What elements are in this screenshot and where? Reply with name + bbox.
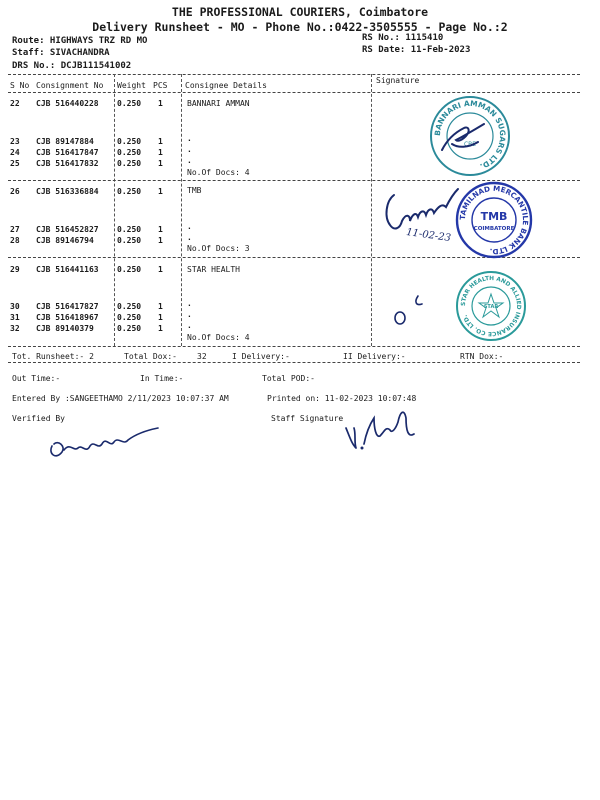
row-consignment-no: CJB 516440228: [36, 99, 99, 108]
stamp-inner-text: CBE: [463, 141, 477, 148]
row-pcs: 1: [158, 313, 163, 322]
tmb-handwritten-date: 11-02-23: [405, 226, 452, 245]
stamp-text: BANNARI AMMAN SUGARS LTD.: [432, 98, 508, 172]
row-weight: 0.250: [117, 313, 142, 322]
row-consignment-no: CJB 89140379: [36, 324, 94, 333]
verified-by: Verified By: [12, 414, 65, 423]
consignee-name: TMB: [187, 186, 202, 195]
row-weight: 0.250: [117, 265, 142, 274]
stamp-text: TAMILNAD MERCANTILE BANK LTD.: [457, 183, 531, 257]
verifier-signature: [44, 422, 160, 466]
row-sno: 32: [10, 324, 20, 333]
col-header-sno: S No: [10, 81, 30, 90]
rs-date: RS Date: 11-Feb-2023: [362, 45, 471, 55]
rtn-dox: RTN Dox:-: [460, 352, 504, 361]
total-dox-value: 32: [197, 352, 207, 361]
header-bottom-rule: [8, 92, 580, 93]
rs-number: RS No.: 1115410: [362, 33, 444, 43]
row-sno: 27: [10, 225, 20, 234]
row-consignment-no: CJB 516417847: [36, 148, 99, 157]
ii-delivery: II Delivery:-: [343, 352, 406, 361]
row-pcs: 1: [158, 236, 163, 245]
row-weight: 0.250: [117, 148, 142, 157]
drs-number: DRS No.: DCJB111541002: [12, 61, 132, 71]
staff-signature-label: Staff Signature: [271, 414, 344, 423]
row-weight: 0.250: [117, 324, 142, 333]
row-sno: 23: [10, 137, 20, 146]
out-time: Out Time:-: [12, 374, 61, 383]
row-weight: 0.250: [117, 302, 142, 311]
row-weight: 0.250: [117, 225, 142, 234]
consignee-name: BANNARI AMMAN: [187, 99, 250, 108]
row-pcs: 1: [158, 99, 163, 108]
row-consignment-no: CJB 516417827: [36, 302, 99, 311]
row-sno: 24: [10, 148, 20, 157]
col-header-consignment: Consignment No: [36, 81, 104, 90]
row-pcs: 1: [158, 302, 163, 311]
total-dox-label: Total Dox:-: [124, 352, 177, 361]
row-mark: .: [187, 156, 192, 165]
table-top-rule: [8, 74, 580, 75]
col-header-weight: Weight: [117, 81, 146, 90]
runsheet-title: Delivery Runsheet - MO - Phone No.:0422-3505555 - Page No.:2: [92, 20, 508, 34]
totals-rule: [8, 362, 580, 363]
staff-signature: [340, 404, 420, 454]
total-pod: Total POD:-: [262, 374, 315, 383]
column-divider-weight: [114, 74, 115, 346]
row-sno: 29: [10, 265, 20, 274]
star-health-signature: [390, 292, 434, 328]
row-mark: .: [187, 134, 192, 143]
consignee-name: STAR HEALTH: [187, 265, 240, 274]
row-mark: .: [187, 299, 192, 308]
col-header-signature: Signature: [376, 76, 420, 85]
column-divider-signature: [371, 74, 372, 346]
row-consignment-no: CJB 89147884: [36, 137, 94, 146]
in-time: In Time:-: [140, 374, 184, 383]
stamp-inner-text: COIMBATORE: [473, 226, 515, 232]
row-weight: 0.250: [117, 137, 142, 146]
column-divider-consignee: [181, 74, 182, 346]
route-label: Route: HIGHWAYS TRZ RD MO: [12, 36, 148, 46]
row-consignment-no: CJB 516441163: [36, 265, 99, 274]
row-sno: 26: [10, 187, 20, 196]
table-bottom-rule: [8, 346, 580, 347]
row-consignment-no: CJB 516336884: [36, 187, 99, 196]
docs-count: No.Of Docs: 4: [187, 333, 250, 342]
entered-by: Entered By :SANGEETHAMO 2/11/2023 10:07:37 AM: [12, 394, 229, 403]
col-header-pcs: PCS: [153, 81, 168, 90]
col-header-consignee: Consignee Details: [185, 81, 267, 90]
row-mark: .: [187, 222, 192, 231]
row-mark: .: [187, 233, 192, 242]
total-runsheet: Tot. Runsheet:- 2: [12, 352, 94, 361]
i-delivery: I Delivery:-: [232, 352, 290, 361]
row-sno: 31: [10, 313, 20, 322]
row-mark: .: [187, 321, 192, 330]
stamp-logo-text: TMB: [480, 210, 508, 223]
row-sno: 22: [10, 99, 20, 108]
docs-count: No.Of Docs: 3: [187, 244, 250, 253]
row-pcs: 1: [158, 159, 163, 168]
row-weight: 0.250: [117, 236, 142, 245]
row-mark: .: [187, 310, 192, 319]
star-health-stamp: [455, 270, 527, 342]
row-pcs: 1: [158, 225, 163, 234]
row-sno: 28: [10, 236, 20, 245]
row-consignment-no: CJB 516452827: [36, 225, 99, 234]
row-weight: 0.250: [117, 99, 142, 108]
row-pcs: 1: [158, 187, 163, 196]
row-weight: 0.250: [117, 187, 142, 196]
row-mark: .: [187, 145, 192, 154]
row-pcs: 1: [158, 324, 163, 333]
row-pcs: 1: [158, 137, 163, 146]
row-consignment-no: CJB 516417832: [36, 159, 99, 168]
docs-count: No.Of Docs: 4: [187, 168, 250, 177]
staff-label: Staff: SIVACHANDRA: [12, 48, 110, 58]
stamp-text: STAR HEALTH AND ALLIED INSURANCE CO. LTD.: [460, 275, 522, 337]
printed-on: Printed on: 11-02-2023 10:07:48: [267, 394, 417, 403]
row-sno: 30: [10, 302, 20, 311]
row-pcs: 1: [158, 148, 163, 157]
row-consignment-no: CJB 516418967: [36, 313, 99, 322]
row-pcs: 1: [158, 265, 163, 274]
row-weight: 0.250: [117, 159, 142, 168]
tmb-stamp: [454, 180, 534, 260]
stamp-inner-text: STAR: [483, 304, 499, 310]
row-consignment-no: CJB 89146794: [36, 236, 94, 245]
row-sno: 25: [10, 159, 20, 168]
bannari-signature: [438, 118, 488, 158]
company-title: THE PROFESSIONAL COURIERS, Coimbatore: [171, 5, 429, 19]
